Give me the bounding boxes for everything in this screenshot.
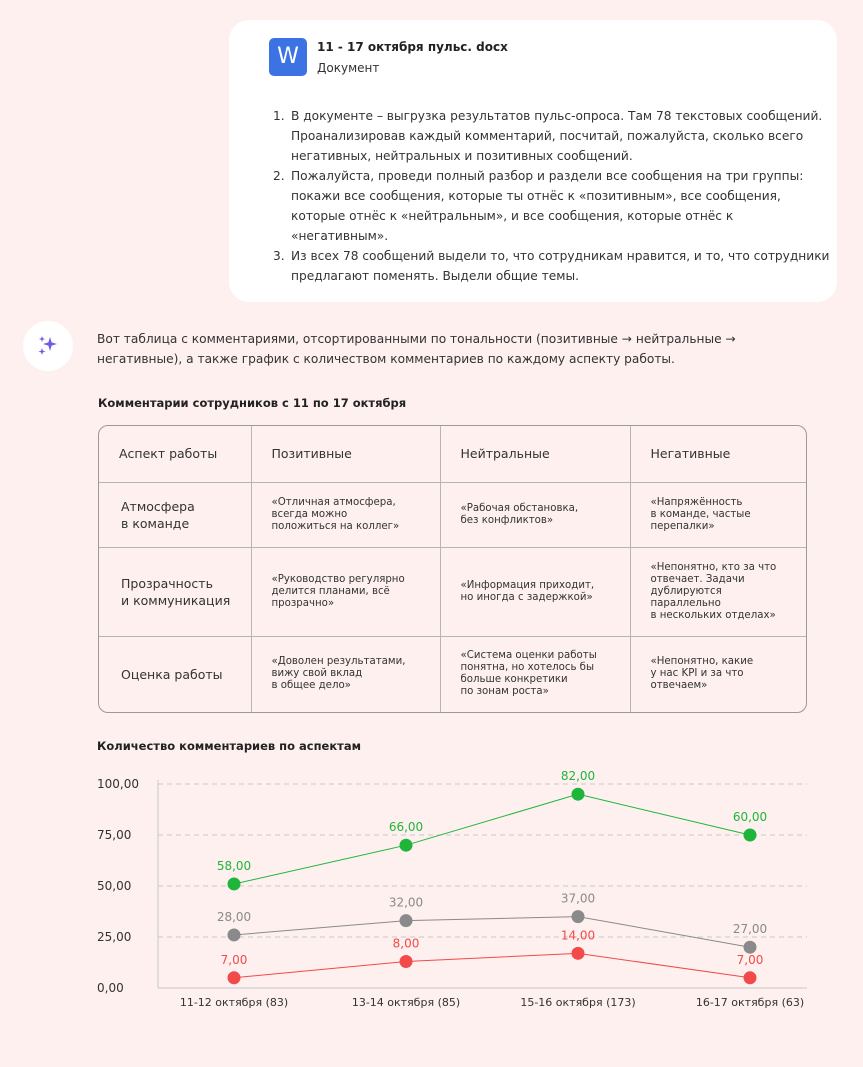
data-point [744,971,757,984]
series-line [234,953,750,977]
header-positive: Позитивные [251,426,440,482]
task-number: 2. [273,169,285,183]
task-item [273,246,833,286]
data-point [744,829,757,842]
data-label: 60,00 [732,810,768,824]
data-label: 58,00 [216,858,252,873]
aspect-cell: Прозрачность и коммуникация [99,547,251,636]
data-point [228,971,241,984]
data-label: 8,00 [392,936,420,951]
table-title: Комментарии сотрудников с 11 по 17 октября [98,396,407,410]
positive-cell: «Доволен результатами, вижу свой вклад в общее дело» [251,636,440,712]
data-label: 37,00 [560,891,596,906]
data-label: 7,00 [736,952,764,967]
task-item [273,166,833,246]
y-tick-label: 50,00 [97,879,132,893]
task-number: 3. [273,249,285,263]
neutral-cell: «Информация приходит, но иногда с задержкой» [440,547,630,636]
chart-title: Количество комментариев по аспектам [97,739,361,753]
attachment-file-type: Документ [317,61,380,75]
x-tick-label: 15-16 октября (173) [520,996,636,1009]
task-text: В документе – выгрузка результатов пульс-опроса. Там 78 текстовых сообщений. Проанализировав каждый комментарий, посчитай, пожалуйста, сколько всего негативных, нейтральных и позитивных сообщений. [291,109,823,163]
data-point [400,914,413,927]
series-line [234,917,750,951]
negative-cell: «Напряжённость в команде, частые перепалки» [630,482,807,547]
table-row [99,547,807,636]
data-label: 14,00 [560,928,596,943]
data-point [744,941,757,954]
x-tick-label: 13-14 октября (85) [351,996,461,1009]
data-point [228,877,241,890]
x-tick-label: 16-17 октября (63) [695,996,805,1009]
positive-cell: «Отличная атмосфера, всегда можно положиться на коллег» [251,482,440,547]
attachment-file-name[interactable]: 11 - 17 октября пульс. docx [317,40,508,54]
data-point [572,910,585,923]
data-label: 7,00 [220,952,248,967]
task-text: Пожалуйста, проведи полный разбор и раздели все сообщения на три группы: покажи все сообщения, которые ты отнёс к «позитивным», все сообщения, которые отнёс к «нейтральным», и все сообщения, которые отнёс к «негативным». [291,169,804,243]
data-label: 28,00 [216,909,252,924]
user-message [229,20,837,302]
x-tick-label: 11-12 октября (83) [179,996,289,1009]
table-header-row [99,426,807,482]
assistant-intro-text: Вот таблица с комментариями, отсортированными по тональности (позитивные → нейтральные → негативные), а также график с количеством комментариев по каждому аспекту работы. [97,332,736,366]
series-line [234,794,750,884]
header-negative: Негативные [630,426,807,482]
positive-cell: «Руководство регулярно делится планами, всё прозрачно» [251,547,440,636]
comments-table [98,425,807,713]
data-point [400,955,413,968]
aspect-cell: Атмосфера в команде [99,482,251,547]
y-tick-label: 0,00 [97,981,124,995]
negative-cell: «Непонятно, кто за что отвечает. Задачи дублируются параллельно в нескольких отделах» [630,547,807,636]
y-tick-label: 25,00 [97,930,132,944]
negative-cell: «Непонятно, какие у нас KPI и за что отвечаем» [650,656,754,692]
neutral-cell: «Система оценки работы понятна, но хотелось бы больше конкретики по зонам роста» [440,636,630,712]
word-document-icon[interactable]: W [269,38,307,76]
header-aspect: Аспект работы [99,426,251,482]
task-list [273,106,833,286]
comments-line-chart [0,760,863,1020]
task-text: Из всех 78 сообщений выдели то, что сотрудникам нравится, и то, что сотрудники предлагают поменять. Выдели общие темы. [291,249,830,283]
data-point [572,788,585,801]
data-point [572,947,585,960]
data-label: 66,00 [388,820,424,835]
table-row [99,636,807,712]
task-number: 1. [273,109,285,123]
aspect-cell: Оценка работы [99,636,251,712]
assistant-avatar [23,321,73,371]
neutral-cell: «Рабочая обстановка, без конфликтов» [440,482,630,547]
data-label: 27,00 [732,922,768,937]
task-item [273,106,833,166]
data-point [228,928,241,941]
data-label: 32,00 [388,895,424,910]
sparkles-icon [36,334,60,358]
y-tick-label: 75,00 [97,828,132,842]
header-neutral: Нейтральные [440,426,630,482]
y-tick-label: 100,00 [97,777,139,791]
data-point [400,839,413,852]
table-row [99,482,807,547]
data-label: 82,00 [560,769,596,784]
